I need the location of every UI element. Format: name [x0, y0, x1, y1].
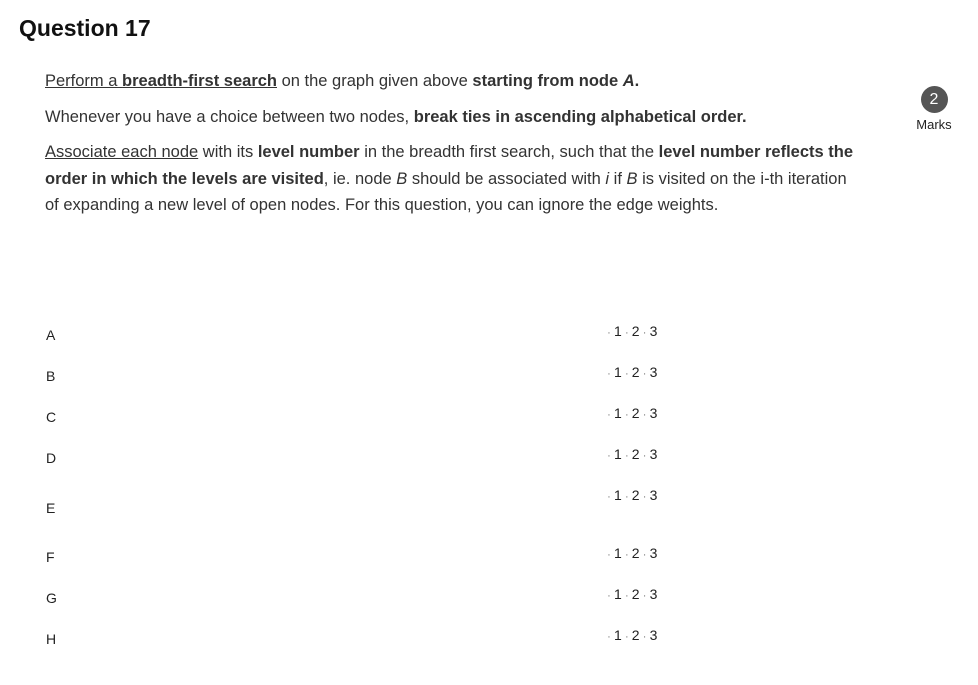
text-underlined: Associate each node [45, 143, 199, 161]
option-separator-dot: · [624, 327, 629, 339]
level-option-1[interactable]: 1 [614, 545, 622, 561]
level-option-3[interactable]: 3 [649, 487, 658, 503]
level-option-3[interactable]: 3 [649, 627, 658, 643]
option-separator-dot: · [607, 450, 611, 462]
level-options-g [604, 586, 657, 602]
option-separator-dot: · [642, 368, 647, 380]
level-option-2[interactable]: 2 [631, 446, 640, 462]
level-options-h [604, 627, 657, 643]
instruction-paragraph-3 [45, 139, 857, 219]
level-options-a [604, 323, 657, 339]
level-option-3[interactable]: 3 [649, 405, 658, 421]
level-option-2[interactable]: 2 [631, 586, 640, 602]
option-separator-dot: · [624, 450, 629, 462]
level-option-2[interactable]: 2 [631, 627, 640, 643]
option-separator-dot: · [642, 590, 647, 602]
option-separator-dot: · [642, 327, 647, 339]
text: on the graph given above [277, 72, 473, 90]
level-option-3[interactable]: 3 [649, 323, 658, 339]
option-separator-dot: · [624, 590, 629, 602]
option-separator-dot: · [607, 631, 611, 643]
node-label-b: B [46, 368, 56, 384]
node-label-h: H [46, 631, 57, 647]
question-title: Question 17 [19, 15, 151, 41]
level-options-d [604, 446, 657, 462]
level-options-f [604, 545, 657, 561]
text-bold: . [742, 107, 747, 126]
question-instructions [45, 68, 857, 228]
option-separator-dot: · [624, 631, 629, 643]
level-option-1[interactable]: 1 [614, 405, 622, 421]
level-option-3[interactable]: 3 [649, 586, 658, 602]
node-label-e: E [46, 500, 56, 516]
node-label-g: G [46, 590, 57, 606]
text: with its [198, 143, 258, 161]
text-italic: i [605, 169, 610, 188]
text: Whenever you have a choice between two nodes, [45, 107, 414, 126]
level-option-2[interactable]: 2 [631, 487, 640, 503]
node-label-f: F [46, 549, 55, 565]
text-underlined-bold: breadth-first search [122, 72, 277, 90]
text: in the breadth first search, such that the [359, 143, 659, 161]
text-bold: level number reflects the order in which the levels are visited [45, 143, 854, 188]
level-option-3[interactable]: 3 [649, 545, 658, 561]
level-option-1[interactable]: 1 [614, 487, 622, 503]
option-separator-dot: · [607, 549, 611, 561]
text: is visited on the i-th iteration of expanding a new level of open nodes. For this question, you can ignore the edge weights. [45, 169, 847, 214]
text: , ie. node [323, 169, 397, 188]
marks-badge: 2 [921, 86, 948, 113]
option-separator-dot: · [624, 549, 629, 561]
option-separator-dot: · [624, 368, 629, 380]
level-options-b [604, 364, 657, 380]
level-option-1[interactable]: 1 [614, 586, 622, 602]
level-option-3[interactable]: 3 [649, 446, 658, 462]
marks-indicator [908, 86, 960, 132]
level-option-1[interactable]: 1 [614, 323, 622, 339]
option-separator-dot: · [642, 409, 647, 421]
node-label-d: D [46, 450, 57, 466]
option-separator-dot: · [624, 491, 629, 503]
text: should be associated with [407, 169, 606, 188]
instruction-paragraph-1 [45, 68, 857, 95]
text-underlined: Perform a [45, 72, 123, 90]
text-italic: B [626, 169, 638, 188]
option-separator-dot: · [642, 549, 647, 561]
text-italic: B [396, 169, 408, 188]
option-separator-dot: · [607, 409, 611, 421]
level-options-c [604, 405, 657, 421]
level-option-1[interactable]: 1 [614, 446, 622, 462]
instruction-paragraph-2 [45, 104, 857, 131]
node-label-c: C [46, 409, 57, 425]
text-bold-italic: A [622, 72, 635, 90]
level-option-1[interactable]: 1 [614, 364, 622, 380]
option-separator-dot: · [642, 631, 647, 643]
level-option-3[interactable]: 3 [649, 364, 658, 380]
text-bold: break ties in ascending alphabetical order [413, 107, 743, 126]
option-separator-dot: · [642, 450, 647, 462]
text: if [609, 169, 627, 188]
marks-label: Marks [916, 117, 952, 132]
text-bold: starting from node [472, 72, 623, 90]
level-options-e [604, 487, 657, 503]
option-separator-dot: · [607, 327, 611, 339]
level-option-2[interactable]: 2 [631, 405, 640, 421]
node-label-a: A [46, 327, 56, 343]
level-option-2[interactable]: 2 [631, 323, 640, 339]
text-bold: . [634, 72, 640, 90]
option-separator-dot: · [607, 590, 611, 602]
text-bold: level number [257, 143, 360, 161]
option-separator-dot: · [607, 368, 611, 380]
level-option-2[interactable]: 2 [631, 545, 640, 561]
option-separator-dot: · [624, 409, 629, 421]
level-option-2[interactable]: 2 [631, 364, 640, 380]
level-option-1[interactable]: 1 [614, 627, 622, 643]
option-separator-dot: · [607, 491, 611, 503]
option-separator-dot: · [642, 491, 647, 503]
